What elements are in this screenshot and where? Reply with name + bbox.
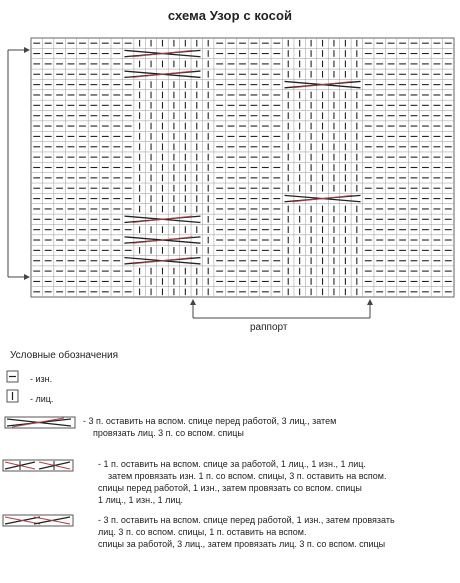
legend-purl-text: - изн. [30, 374, 53, 384]
legend-line: лиц. 3 п. со вспом. спицы, 1 п. оставить на вспом. [98, 527, 307, 537]
knit-icon [7, 390, 18, 402]
legend-line: - 3 п. оставить на вспом. спице перед работой, 3 лиц., затем [83, 416, 337, 426]
legend-line: - 1 п. оставить на вспом. спице за работой, 1 лиц., 1 изн., 1 лиц. [98, 459, 366, 469]
cable-1-1-1-icon [3, 460, 73, 471]
legend-line: спицы перед работой, 1 изн., затем провязать со вспом. спицы [98, 483, 362, 493]
cable-3-1-icon [3, 515, 73, 526]
legend-title: Условные обозначения [10, 350, 119, 361]
rapport-label: раппорт [250, 322, 288, 333]
legend-cable-1-1-1-text [98, 458, 386, 506]
legend-cable-3x3-text [83, 415, 336, 439]
diagram-title: схема Узор с косой [167, 8, 293, 23]
purl-icon [7, 371, 18, 382]
legend-line: - 3 п. оставить на вспом. спице перед работой, 1 изн., затем провязать [98, 515, 395, 525]
repeat-side-label [0, 126, 1, 175]
legend-knit-text: - лиц. [30, 394, 54, 404]
cable-3x3-icon [5, 417, 75, 428]
legend-line: 1 лиц., 1 изн., 1 лиц. [98, 495, 184, 505]
chart-grid [31, 38, 454, 297]
legend-cable-3-1-text [98, 514, 395, 550]
legend-line: затем провязать изн. 1 п. со вспом. спицы, 3 п. оставить на вспом. [108, 471, 387, 481]
legend-line: спицы за работой, 3 лиц., затем провязать лиц. 3 п. со вспом. спицы [98, 539, 386, 549]
legend-line: провязать лиц. 3 п. со вспом. спицы [93, 428, 244, 438]
